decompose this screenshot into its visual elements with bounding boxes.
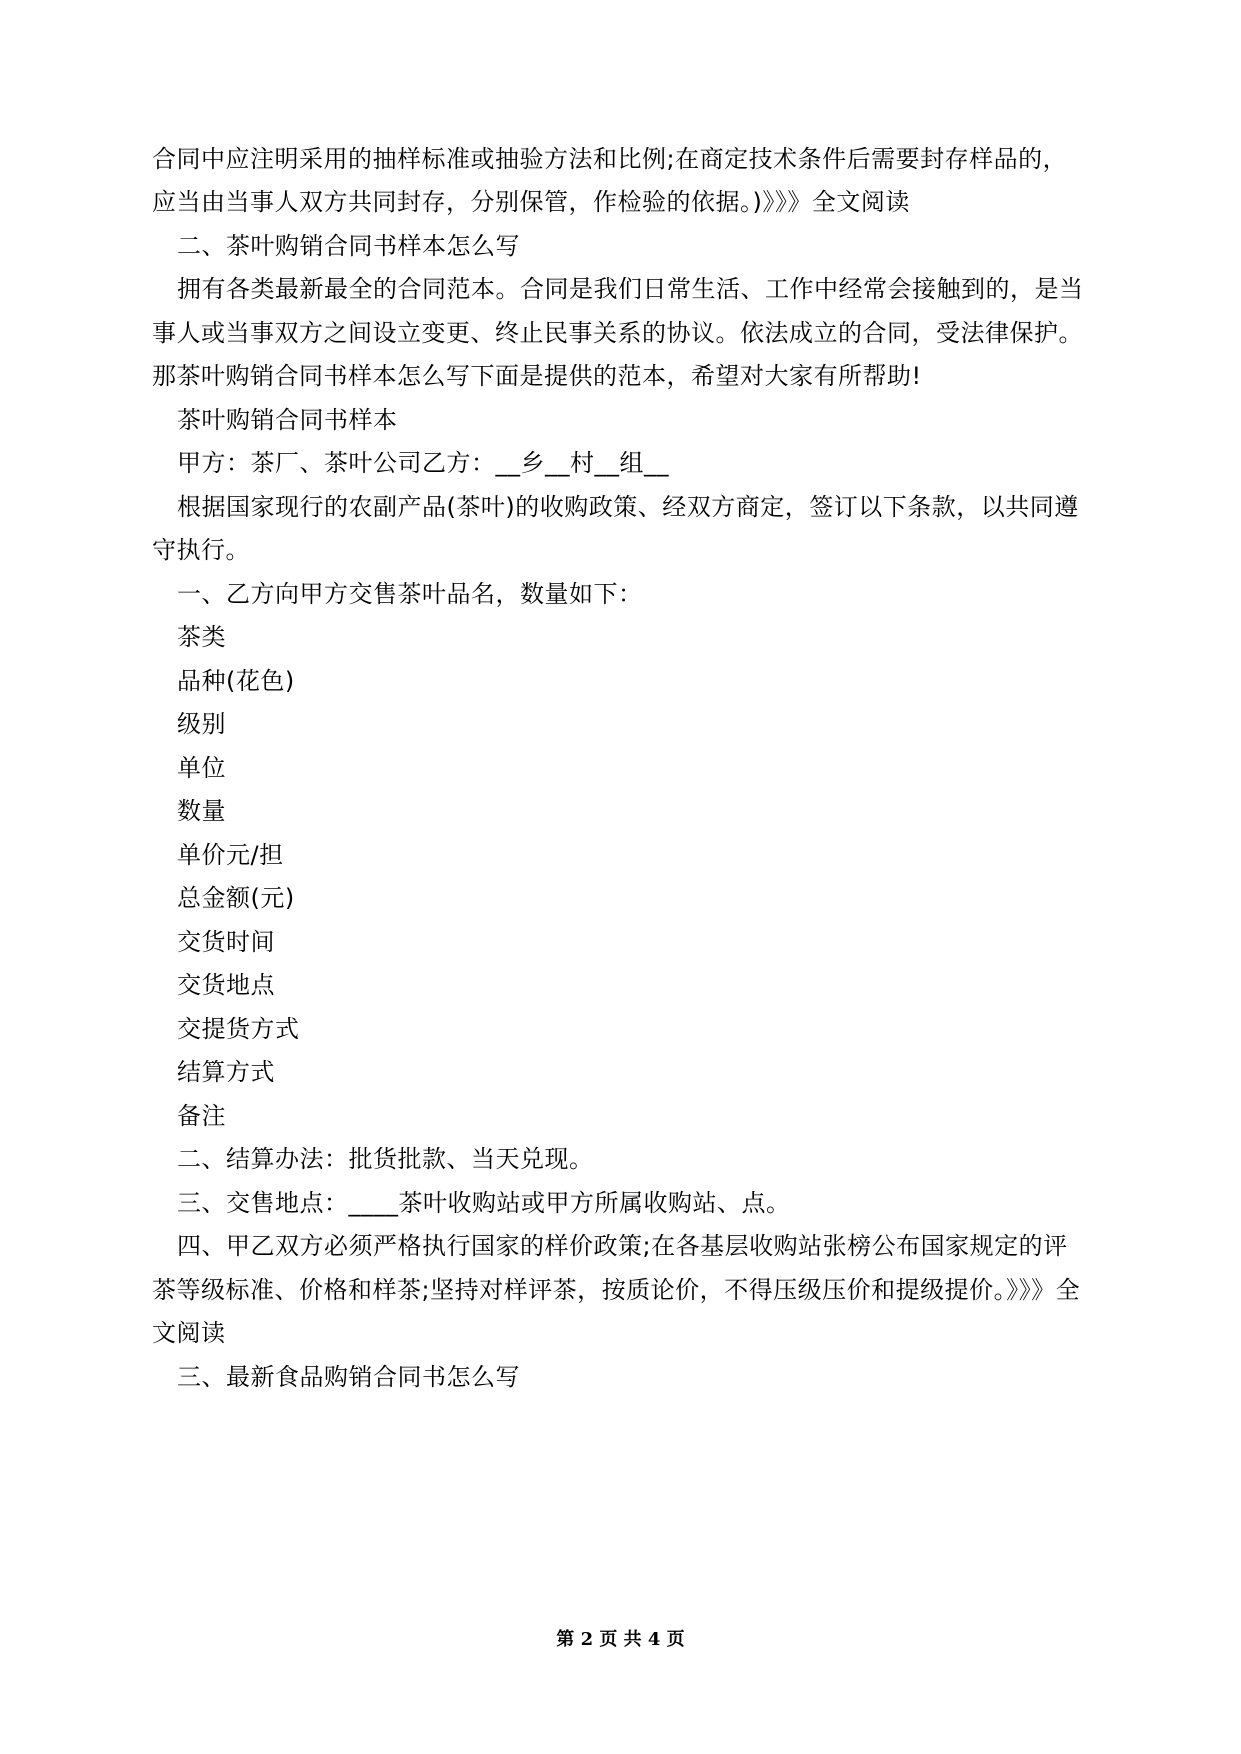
paragraph-line: 应当由当事人双方共同封存，分别保管，作检验的依据。)》》》全文阅读 (152, 188, 910, 216)
clause-line: 一、乙方向甲方交售茶叶品名，数量如下： (177, 580, 643, 608)
paragraph-line: 那茶叶购销合同书样本怎么写下面是提供的范本，希望对大家有所帮助! (152, 362, 922, 390)
list-item: 备注 (177, 1102, 226, 1130)
paragraph-line: 守执行。 (152, 536, 250, 564)
list-item: 茶类 (177, 623, 226, 651)
paragraph-line: 根据国家现行的农副产品(茶叶)的收购政策、经双方商定，签订以下条款，以共同遵 (177, 493, 1079, 521)
list-item: 单价元/担 (177, 841, 284, 869)
parties-line: 甲方：茶厂、茶叶公司乙方：__乡__村__组__ (177, 449, 669, 477)
list-item: 总金额(元) (177, 884, 295, 912)
section-heading: 二、茶叶购销合同书样本怎么写 (177, 232, 520, 260)
list-item: 数量 (177, 797, 226, 825)
list-item: 品种(花色) (177, 667, 295, 695)
paragraph-line: 文阅读 (152, 1319, 226, 1347)
clause-line: 四、甲乙双方必须严格执行国家的样价政策;在各基层收购站张榜公布国家规定的评 (177, 1232, 1068, 1260)
document-title: 茶叶购销合同书样本 (177, 406, 398, 434)
paragraph-line: 合同中应注明采用的抽样标准或抽验方法和比例;在商定技术条件后需要封存样品的， (152, 145, 1068, 173)
list-item: 交货时间 (177, 928, 275, 956)
page-number-footer: 第 2 页 共 4 页 (556, 1629, 685, 1650)
section-heading: 三、最新食品购销合同书怎么写 (177, 1363, 520, 1391)
list-item: 结算方式 (177, 1058, 275, 1086)
list-item: 交提货方式 (177, 1015, 300, 1043)
list-item: 交货地点 (177, 971, 275, 999)
paragraph-line: 拥有各类最新最全的合同范本。合同是我们日常生活、工作中经常会接触到的，是当 (177, 275, 1084, 303)
list-item: 级别 (177, 710, 226, 738)
clause-line: 三、交售地点：____茶叶收购站或甲方所属收购站、点。 (177, 1189, 791, 1217)
list-item: 单位 (177, 754, 226, 782)
paragraph-line: 事人或当事双方之间设立变更、终止民事关系的协议。依法成立的合同，受法律保护。 (152, 319, 1083, 347)
paragraph-line: 茶等级标准、价格和样茶;坚持对样评茶，按质论价，不得压级压价和提级提价。》》》全 (152, 1276, 1081, 1304)
clause-line: 二、结算办法：批货批款、当天兑现。 (177, 1145, 594, 1173)
